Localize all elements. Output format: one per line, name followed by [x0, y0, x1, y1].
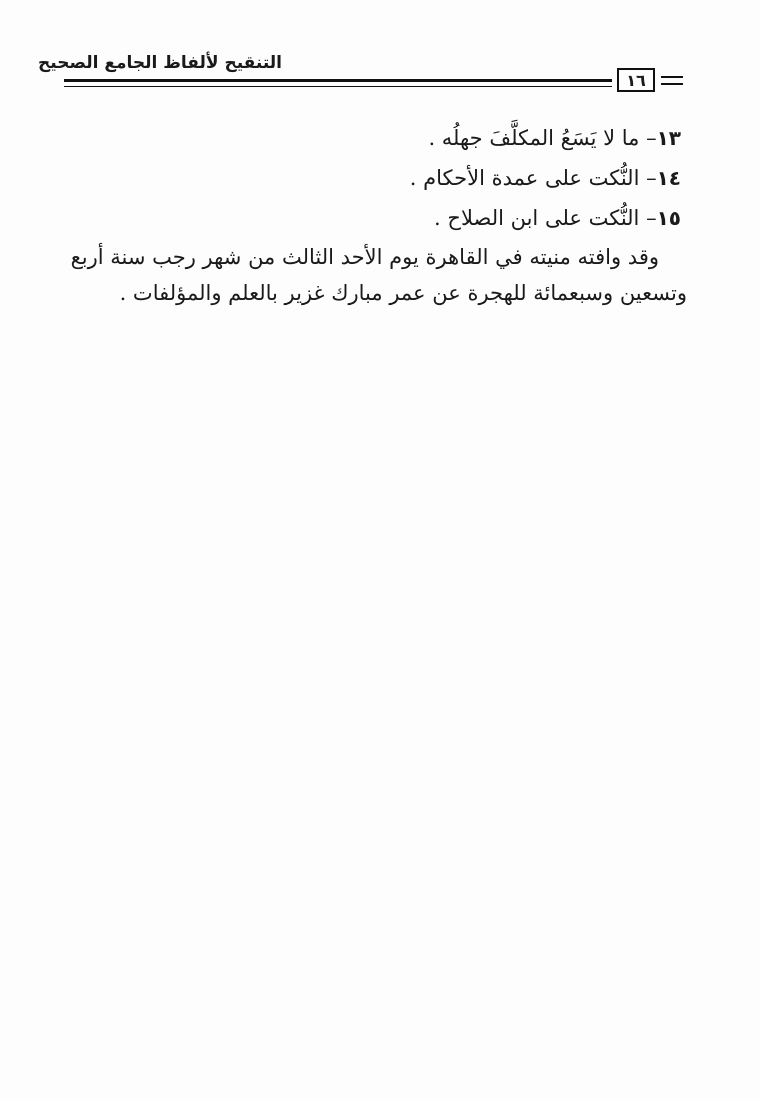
- list-item-text: – ما لا يَسَعُ المكلَّفَ جهلُه .: [428, 126, 657, 150]
- list-item-number: ١٥: [656, 206, 681, 230]
- list-item: [62, 158, 687, 198]
- list-item-number: ١٣: [656, 126, 681, 150]
- paragraph-line: وقد وافته منيته في القاهرة يوم الأحد الثالث من شهر رجب سنة أربع: [70, 245, 659, 269]
- header-ornament-line-top: [661, 76, 683, 78]
- body-paragraph: [62, 239, 687, 311]
- list-item-number: ١٤: [656, 166, 681, 190]
- header-ornament-line-bottom: [661, 83, 683, 85]
- list-item-text: – النُّكت على عمدة الأحكام .: [409, 166, 657, 190]
- list-item: [62, 118, 687, 158]
- page-number: ١٦: [617, 68, 655, 92]
- header-rule-thin: [64, 86, 612, 87]
- paragraph-line: وتسعين وسبعمائة للهجرة عن عمر مبارك غزير بالعلم والمؤلفات .: [119, 281, 687, 305]
- header-rule-thick: [64, 79, 612, 82]
- page-body: [62, 118, 687, 311]
- list-item-text: – النُّكت على ابن الصلاح .: [434, 206, 657, 230]
- running-header-title: التنقيح لألفاظ الجامع الصحيح: [38, 53, 282, 73]
- list-item: [62, 198, 687, 238]
